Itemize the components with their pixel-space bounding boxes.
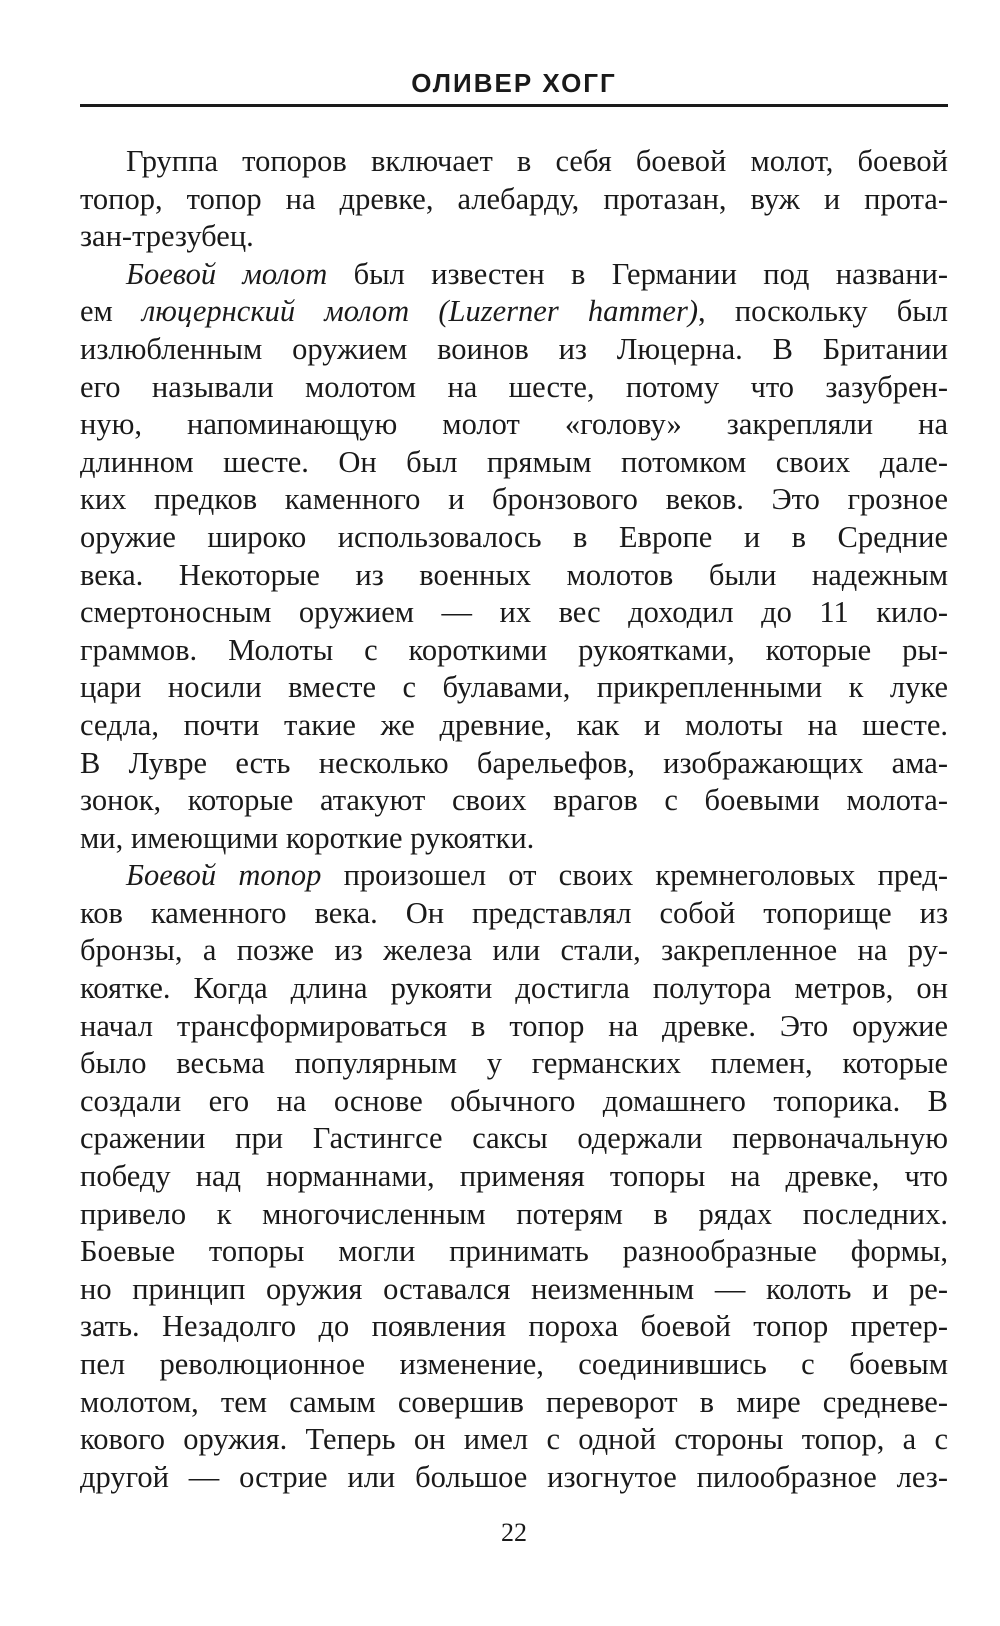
text-line: ми, имеющими короткие рукоятки.: [80, 820, 535, 855]
text-line: коятке. Когда длина рукояти достигла полутора метров, он: [80, 971, 948, 1006]
running-head: ОЛИВЕР ХОГГ: [411, 68, 617, 98]
text-line: зать. Незадолго до появления пороха боевой топор претер-: [80, 1309, 948, 1344]
text-line: сражении при Гастингсе саксы одержали первоначальную: [80, 1121, 948, 1156]
text-line: смертоносным оружием — их вес доходил до 11 кило-: [80, 595, 948, 630]
text-line: его называли молотом на шесте, потому что зазубрен-: [80, 369, 948, 404]
text-line: длинном шесте. Он был прямым потомком своих дале-: [80, 444, 948, 479]
term-italic: Боевой топор: [126, 858, 322, 893]
text-line: [80, 256, 948, 294]
text-line: ков каменного века. Он представлял собой топорище из: [80, 895, 948, 930]
text-line: создали его на основе обычного домашнего топорика. В: [80, 1083, 948, 1118]
text-line: кового оружия. Теперь он имел с одной стороны топор, а с: [80, 1422, 948, 1457]
text-line: [80, 857, 948, 895]
text-line: седла, почти такие же древние, как и молоты на шесте.: [80, 707, 948, 742]
text-line: века. Некоторые из военных молотов были надежным: [80, 557, 948, 592]
text-line: В Лувре есть несколько барельефов, изображающих ама-: [80, 745, 948, 780]
line-fragment: был известен в Германии под названи-: [327, 256, 948, 291]
text-line: другой — острие или большое изогнутое пилообразное лез-: [80, 1459, 948, 1494]
text-line: было весьма популярным у германских племен, которые: [80, 1046, 948, 1081]
text-line: начал трансформироваться в топор на древке. Это оружие: [80, 1008, 948, 1043]
text-line: излюбленным оружием воинов из Люцерна. В Британии: [80, 331, 948, 366]
line-fragment: , поскольку был: [698, 294, 949, 329]
text-line: бронзы, а позже из железа или стали, закрепленное на ру-: [80, 933, 948, 968]
text-line: ную, напоминающую молот «голову» закрепляли на: [80, 407, 948, 442]
term-italic: люцернский молот (Luzerner hammer): [142, 294, 698, 329]
text-line: молотом, тем самым совершив переворот в мире средневе-: [80, 1384, 948, 1419]
text-line: топор, топор на древке, алебарду, протазан, вуж и прота-: [80, 181, 948, 216]
text-line: победу над норманнами, применяя топоры на древке, что: [80, 1159, 948, 1194]
text-line: Боевые топоры могли принимать разнообразные формы,: [80, 1234, 948, 1269]
text-line: Группа топоров включает в себя боевой молот, боевой: [126, 144, 948, 178]
header-rule: [80, 104, 948, 107]
line-fragment: произошел от своих кремнеголовых пред-: [321, 858, 948, 893]
text-line: ких предков каменного и бронзового веков. Это грозное: [80, 482, 948, 517]
body-text: [80, 143, 948, 1496]
line-fragment: ем: [80, 294, 143, 329]
term-italic: Боевой молот: [126, 256, 328, 291]
text-line: граммов. Молоты с короткими рукоятками, которые ры-: [80, 632, 948, 667]
text-line: привело к многочисленным потерям в рядах последних.: [80, 1196, 948, 1231]
text-line: но принцип оружия оставался неизменным — колоть и ре-: [80, 1271, 948, 1306]
text-line: [80, 293, 948, 331]
text-line: зан-трезубец.: [80, 219, 254, 254]
page-number: 22: [501, 1518, 527, 1547]
text-line: пел революционное изменение, соединившись с боевым: [80, 1347, 948, 1381]
text-line: зонок, которые атакуют своих врагов с боевыми молота-: [80, 783, 948, 818]
text-line: оружие широко использовалось в Европе и в Средние: [80, 519, 948, 554]
text-line: цари носили вместе с булавами, прикрепленными к луке: [80, 670, 948, 705]
